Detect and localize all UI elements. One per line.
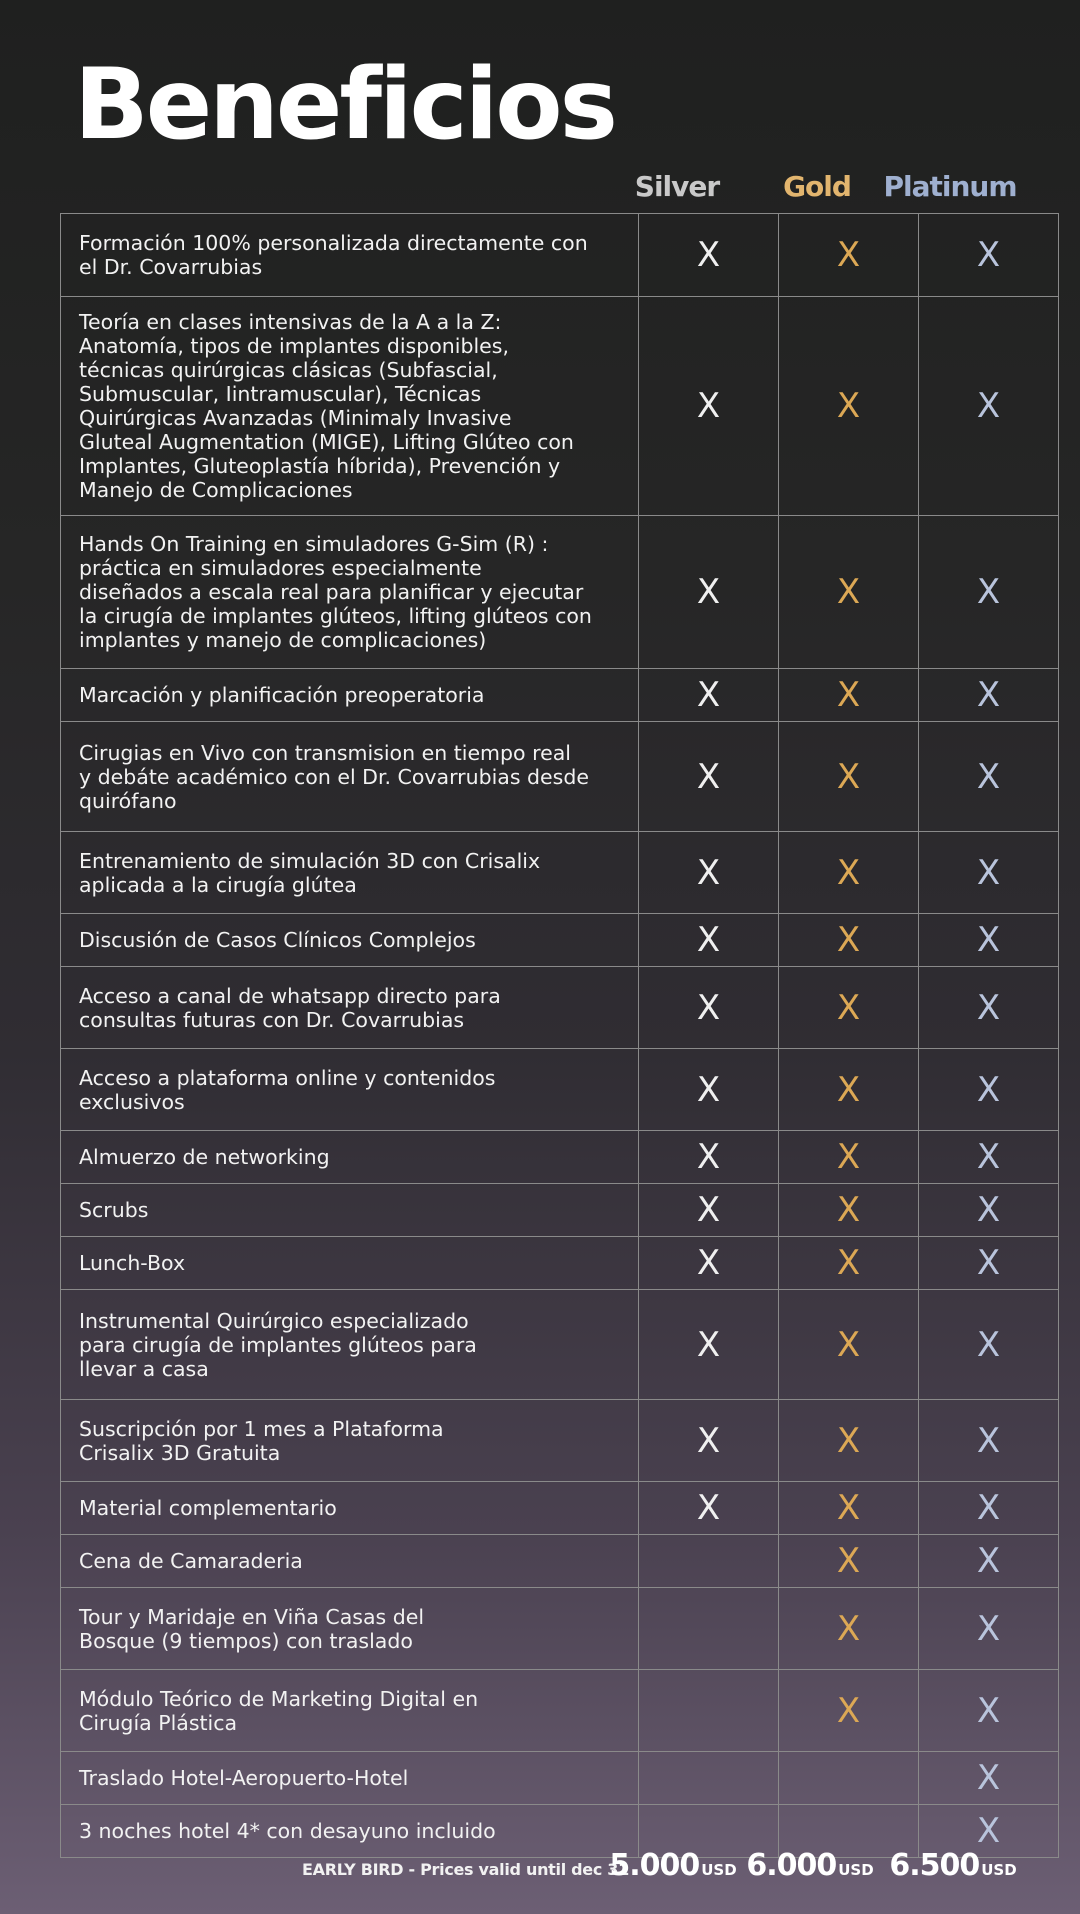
benefit-row bbox=[61, 832, 1059, 914]
cell-platinum bbox=[919, 669, 1059, 722]
included-mark-gold: X bbox=[836, 386, 861, 426]
tier-header-platinum: Platinum bbox=[883, 170, 1017, 203]
cell-silver bbox=[639, 1237, 779, 1290]
cell-gold bbox=[779, 1131, 919, 1184]
included-mark-platinum: X bbox=[976, 1488, 1001, 1528]
included-mark-gold: X bbox=[836, 1243, 861, 1283]
benefit-row bbox=[61, 1290, 1059, 1400]
page-title: Beneficios bbox=[74, 48, 615, 162]
included-mark-silver: X bbox=[696, 386, 721, 426]
price-silver-amount: 5.000 bbox=[609, 1848, 700, 1883]
included-mark-silver: X bbox=[696, 1137, 721, 1177]
benefit-description bbox=[61, 914, 639, 967]
benefit-text-line: Cirugias en Vivo con transmision en tiempo real bbox=[79, 740, 571, 765]
benefit-text-line: Quirúrgicas Avanzadas (Minimaly Invasive bbox=[79, 406, 512, 430]
benefit-row bbox=[61, 1670, 1059, 1752]
benefit-row bbox=[61, 1535, 1059, 1588]
cell-silver bbox=[639, 914, 779, 967]
benefit-row bbox=[61, 297, 1059, 516]
benefit-row bbox=[61, 967, 1059, 1049]
price-gold bbox=[740, 1848, 880, 1883]
benefit-text-line: Módulo Teórico de Marketing Digital en bbox=[79, 1686, 479, 1711]
benefit-row bbox=[61, 1049, 1059, 1131]
benefit-text-line: llevar a casa bbox=[79, 1356, 209, 1381]
included-mark-platinum: X bbox=[976, 987, 1001, 1028]
benefit-text-line: diseñados a escala real para planificar y ejecutar bbox=[79, 580, 584, 604]
benefit-description bbox=[61, 967, 639, 1049]
benefit-text-line: Teoría en clases intensivas de la A a la Z: bbox=[79, 310, 502, 334]
cell-gold bbox=[779, 669, 919, 722]
included-mark-platinum: X bbox=[976, 675, 1001, 715]
cell-platinum bbox=[919, 1049, 1059, 1131]
benefit-row bbox=[61, 1184, 1059, 1237]
benefit-description bbox=[61, 1237, 639, 1290]
cell-platinum bbox=[919, 1131, 1059, 1184]
included-mark-silver: X bbox=[696, 572, 721, 612]
included-mark-silver: X bbox=[696, 987, 721, 1028]
cell-silver bbox=[639, 1290, 779, 1400]
included-mark-silver: X bbox=[696, 235, 721, 275]
benefit-row bbox=[61, 1588, 1059, 1670]
included-mark-platinum: X bbox=[976, 572, 1001, 612]
benefit-description bbox=[61, 516, 639, 669]
early-bird-note: EARLY BIRD - Prices valid until dec 31 bbox=[302, 1860, 629, 1879]
cell-gold bbox=[779, 914, 919, 967]
benefit-text-line: Acceso a canal de whatsapp directo para bbox=[79, 983, 501, 1008]
benefit-description bbox=[61, 1049, 639, 1131]
benefit-text-line: Manejo de Complicaciones bbox=[79, 478, 353, 502]
cell-gold bbox=[779, 1400, 919, 1482]
benefit-description bbox=[61, 1400, 639, 1482]
cell-silver bbox=[639, 1400, 779, 1482]
benefit-row bbox=[61, 1482, 1059, 1535]
benefit-text-line: Lunch-Box bbox=[79, 1251, 186, 1275]
cell-gold bbox=[779, 297, 919, 516]
price-row bbox=[0, 1848, 1080, 1888]
benefit-text-line: Acceso a plataforma online y contenidos bbox=[79, 1065, 496, 1090]
benefit-row bbox=[61, 669, 1059, 722]
cell-platinum bbox=[919, 516, 1059, 669]
benefit-text-line: Marcación y planificación preoperatoria bbox=[79, 683, 485, 707]
benefit-text-line: Implantes, Gluteoplastía híbrida), Prevención y bbox=[79, 454, 561, 478]
included-mark-gold: X bbox=[836, 1488, 861, 1528]
cell-platinum bbox=[919, 1588, 1059, 1670]
included-mark-gold: X bbox=[836, 1190, 861, 1230]
cell-silver bbox=[639, 1482, 779, 1535]
tier-header-gold: Gold bbox=[783, 170, 851, 203]
price-gold-currency: USD bbox=[838, 1861, 874, 1879]
cell-gold bbox=[779, 1290, 919, 1400]
price-platinum-amount: 6.500 bbox=[889, 1848, 980, 1883]
cell-gold bbox=[779, 214, 919, 297]
cell-silver bbox=[639, 832, 779, 914]
cell-silver bbox=[639, 1131, 779, 1184]
included-mark-gold: X bbox=[836, 675, 861, 715]
included-mark-silver: X bbox=[696, 1069, 721, 1110]
benefit-row bbox=[61, 722, 1059, 832]
included-mark-gold: X bbox=[836, 1324, 861, 1365]
benefit-text-line: práctica en simuladores especialmente bbox=[79, 556, 482, 580]
cell-silver bbox=[639, 297, 779, 516]
included-mark-gold: X bbox=[836, 1069, 861, 1110]
included-mark-platinum: X bbox=[976, 1811, 1001, 1851]
benefit-text-line: Crisalix 3D Gratuita bbox=[79, 1440, 281, 1465]
included-mark-silver: X bbox=[696, 1243, 721, 1283]
benefits-table-body bbox=[61, 214, 1059, 1858]
included-mark-platinum: X bbox=[976, 1190, 1001, 1230]
included-mark-platinum: X bbox=[976, 1324, 1001, 1365]
included-mark-silver: X bbox=[696, 1190, 721, 1230]
benefit-text-line: 3 noches hotel 4* con desayuno incluido bbox=[79, 1819, 496, 1843]
benefit-description bbox=[61, 1184, 639, 1237]
benefit-description bbox=[61, 1588, 639, 1670]
included-mark-platinum: X bbox=[976, 1541, 1001, 1581]
included-mark-gold: X bbox=[836, 572, 861, 612]
included-mark-silver: X bbox=[696, 1420, 721, 1461]
price-silver bbox=[603, 1848, 743, 1883]
benefit-row bbox=[61, 1237, 1059, 1290]
cell-gold bbox=[779, 722, 919, 832]
benefit-text-line: para cirugía de implantes glúteos para bbox=[79, 1332, 477, 1357]
benefit-text-line: Entrenamiento de simulación 3D con Crisalix bbox=[79, 848, 541, 873]
benefit-text-line: Traslado Hotel-Aeropuerto-Hotel bbox=[79, 1766, 409, 1790]
included-mark-silver: X bbox=[696, 756, 721, 797]
cell-gold bbox=[779, 1237, 919, 1290]
cell-gold bbox=[779, 516, 919, 669]
included-mark-silver: X bbox=[696, 1488, 721, 1528]
benefit-text-line: Discusión de Casos Clínicos Complejos bbox=[79, 928, 476, 952]
benefit-text-line: Hands On Training en simuladores G-Sim (R) : bbox=[79, 532, 549, 556]
price-platinum bbox=[883, 1848, 1023, 1883]
benefit-row bbox=[61, 516, 1059, 669]
included-mark-gold: X bbox=[836, 1608, 861, 1649]
cell-gold bbox=[779, 1588, 919, 1670]
benefit-text-line: Almuerzo de networking bbox=[79, 1145, 330, 1169]
cell-gold bbox=[779, 1049, 919, 1131]
cell-gold bbox=[779, 1535, 919, 1588]
included-mark-platinum: X bbox=[976, 1069, 1001, 1110]
benefit-description bbox=[61, 1131, 639, 1184]
benefit-text-line: implantes y manejo de complicaciones) bbox=[79, 628, 487, 652]
cell-platinum bbox=[919, 1482, 1059, 1535]
included-mark-gold: X bbox=[836, 987, 861, 1028]
price-gold-amount: 6.000 bbox=[746, 1848, 837, 1883]
benefit-text-line: Formación 100% personalizada directamente con bbox=[79, 231, 588, 255]
cell-platinum bbox=[919, 297, 1059, 516]
benefit-text-line: y debáte académico con el Dr. Covarrubias desde bbox=[79, 764, 589, 789]
cell-gold bbox=[779, 1752, 919, 1805]
benefit-text-line: exclusivos bbox=[79, 1089, 185, 1114]
benefit-text-line: Submuscular, Iintramuscular), Técnicas bbox=[79, 382, 482, 406]
cell-platinum bbox=[919, 967, 1059, 1049]
benefit-description bbox=[61, 1482, 639, 1535]
benefit-text-line: consultas futuras con Dr. Covarrubias bbox=[79, 1007, 465, 1032]
cell-platinum bbox=[919, 832, 1059, 914]
cell-platinum bbox=[919, 722, 1059, 832]
benefit-description bbox=[61, 669, 639, 722]
included-mark-gold: X bbox=[836, 920, 861, 960]
benefit-text-line: Suscripción por 1 mes a Plataforma bbox=[79, 1416, 444, 1441]
benefit-description bbox=[61, 1535, 639, 1588]
cell-silver bbox=[639, 1184, 779, 1237]
included-mark-gold: X bbox=[836, 852, 861, 893]
benefit-row bbox=[61, 914, 1059, 967]
benefit-description bbox=[61, 214, 639, 297]
benefit-text-line: la cirugía de implantes glúteos, lifting glúteos con bbox=[79, 604, 592, 628]
cell-silver bbox=[639, 722, 779, 832]
cell-gold bbox=[779, 1482, 919, 1535]
included-mark-platinum: X bbox=[976, 756, 1001, 797]
benefit-description bbox=[61, 297, 639, 516]
benefit-text-line: Material complementario bbox=[79, 1496, 337, 1520]
benefit-text-line: aplicada a la cirugía glútea bbox=[79, 872, 357, 897]
cell-platinum bbox=[919, 1184, 1059, 1237]
included-mark-platinum: X bbox=[976, 1137, 1001, 1177]
included-mark-platinum: X bbox=[976, 1758, 1001, 1798]
benefit-text-line: Bosque (9 tiempos) con traslado bbox=[79, 1628, 413, 1653]
benefit-text-line: Tour y Maridaje en Viña Casas del bbox=[79, 1604, 425, 1629]
included-mark-platinum: X bbox=[976, 235, 1001, 275]
benefit-row bbox=[61, 1752, 1059, 1805]
cell-silver bbox=[639, 1535, 779, 1588]
included-mark-gold: X bbox=[836, 1137, 861, 1177]
included-mark-gold: X bbox=[836, 1690, 861, 1731]
cell-silver bbox=[639, 1588, 779, 1670]
included-mark-gold: X bbox=[836, 756, 861, 797]
benefit-row bbox=[61, 1131, 1059, 1184]
price-platinum-currency: USD bbox=[981, 1861, 1017, 1879]
included-mark-platinum: X bbox=[976, 1608, 1001, 1649]
cell-silver bbox=[639, 1049, 779, 1131]
cell-platinum bbox=[919, 1670, 1059, 1752]
cell-gold bbox=[779, 1184, 919, 1237]
benefit-row bbox=[61, 1400, 1059, 1482]
included-mark-silver: X bbox=[696, 675, 721, 715]
benefit-text-line: Instrumental Quirúrgico especializado bbox=[79, 1308, 469, 1333]
benefit-text-line: Cirugía Plástica bbox=[79, 1710, 238, 1735]
included-mark-gold: X bbox=[836, 1420, 861, 1461]
price-silver-currency: USD bbox=[701, 1861, 737, 1879]
cell-platinum bbox=[919, 1290, 1059, 1400]
cell-gold bbox=[779, 832, 919, 914]
included-mark-silver: X bbox=[696, 1324, 721, 1365]
benefit-description bbox=[61, 722, 639, 832]
benefit-text-line: Scrubs bbox=[79, 1198, 149, 1222]
cell-platinum bbox=[919, 914, 1059, 967]
included-mark-platinum: X bbox=[976, 1420, 1001, 1461]
included-mark-platinum: X bbox=[976, 386, 1001, 426]
cell-gold bbox=[779, 1670, 919, 1752]
included-mark-gold: X bbox=[836, 235, 861, 275]
cell-silver bbox=[639, 1670, 779, 1752]
cell-silver bbox=[639, 1752, 779, 1805]
benefit-description bbox=[61, 832, 639, 914]
cell-gold bbox=[779, 967, 919, 1049]
benefit-text-line: técnicas quirúrgicas clásicas (Subfascial, bbox=[79, 358, 498, 382]
included-mark-platinum: X bbox=[976, 1690, 1001, 1731]
cell-platinum bbox=[919, 1535, 1059, 1588]
benefit-text-line: quirófano bbox=[79, 788, 177, 813]
tier-header-silver: Silver bbox=[634, 170, 720, 203]
benefit-description bbox=[61, 1670, 639, 1752]
benefit-description bbox=[61, 1752, 639, 1805]
benefit-text-line: Cena de Camaraderia bbox=[79, 1549, 303, 1573]
benefits-table bbox=[60, 213, 1059, 1858]
benefit-text-line: el Dr. Covarrubias bbox=[79, 255, 263, 279]
cell-platinum bbox=[919, 1752, 1059, 1805]
included-mark-platinum: X bbox=[976, 920, 1001, 960]
cell-platinum bbox=[919, 214, 1059, 297]
cell-platinum bbox=[919, 1237, 1059, 1290]
benefit-text-line: Anatomía, tipos de implantes disponibles, bbox=[79, 334, 509, 358]
benefit-text-line: Gluteal Augmentation (MIGE), Lifting Glúteo con bbox=[79, 430, 574, 454]
cell-silver bbox=[639, 669, 779, 722]
included-mark-gold: X bbox=[836, 1541, 861, 1581]
benefit-description bbox=[61, 1290, 639, 1400]
cell-platinum bbox=[919, 1400, 1059, 1482]
included-mark-silver: X bbox=[696, 852, 721, 893]
included-mark-platinum: X bbox=[976, 852, 1001, 893]
benefit-row bbox=[61, 214, 1059, 297]
included-mark-silver: X bbox=[696, 920, 721, 960]
included-mark-platinum: X bbox=[976, 1243, 1001, 1283]
cell-silver bbox=[639, 967, 779, 1049]
cell-silver bbox=[639, 516, 779, 669]
cell-silver bbox=[639, 214, 779, 297]
